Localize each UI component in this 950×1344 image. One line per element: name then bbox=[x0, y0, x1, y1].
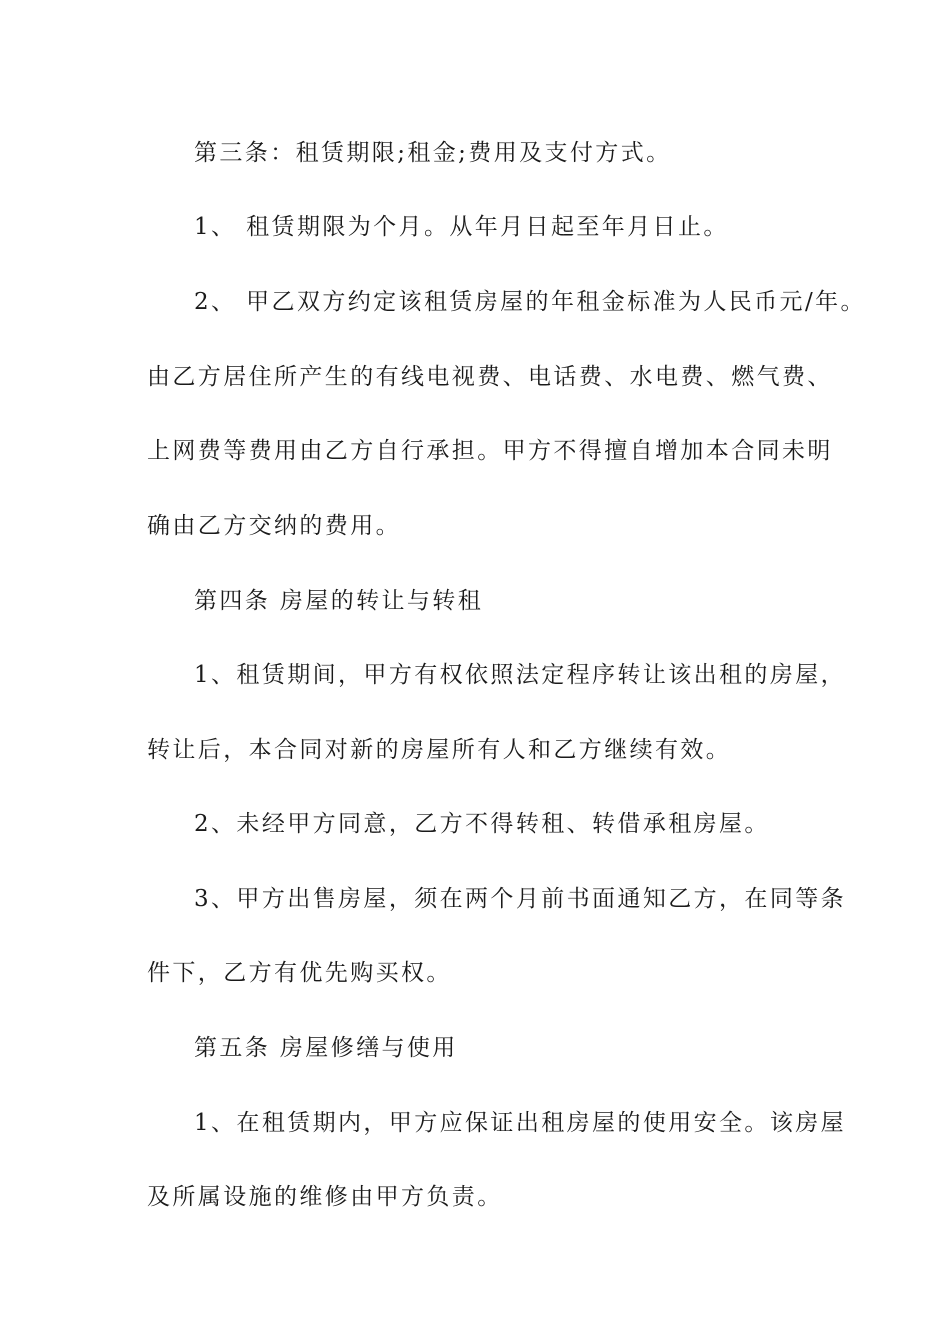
article-5-heading: 第五条 房屋修缮与使用 bbox=[194, 1035, 458, 1061]
paragraph-line: 1、租赁期间，甲方有权依照法定程序转让该出租的房屋， bbox=[194, 662, 847, 688]
paragraph-line: 2、未经甲方同意，乙方不得转租、转借承租房屋。 bbox=[194, 811, 770, 837]
article-4-heading: 第四条 房屋的转让与转租 bbox=[194, 588, 484, 614]
paragraph-line: 2、 甲乙双方约定该租赁房屋的年租金标准为人民币元/年。 bbox=[194, 289, 866, 315]
paragraph-line: 及所属设施的维修由甲方负责。 bbox=[147, 1184, 503, 1210]
paragraph-line: 1、在租赁期内，甲方应保证出租房屋的使用安全。该房屋 bbox=[194, 1110, 847, 1136]
paragraph-line: 件下，乙方有优先购买权。 bbox=[147, 960, 452, 986]
paragraph-line: 1、 租赁期限为个月。从年月日起至年月日止。 bbox=[194, 214, 729, 240]
paragraph-line: 上网费等费用由乙方自行承担。甲方不得擅自增加本合同未明 bbox=[147, 438, 833, 464]
paragraph-line: 3、甲方出售房屋，须在两个月前书面通知乙方，在同等条 bbox=[194, 886, 847, 912]
article-3-heading: 第三条：租赁期限;租金;费用及支付方式。 bbox=[194, 140, 672, 166]
paragraph-line: 转让后，本合同对新的房屋所有人和乙方继续有效。 bbox=[147, 737, 732, 763]
paragraph-line: 确由乙方交纳的费用。 bbox=[147, 513, 401, 539]
paragraph-line: 由乙方居住所产生的有线电视费、电话费、水电费、燃气费、 bbox=[147, 364, 833, 390]
